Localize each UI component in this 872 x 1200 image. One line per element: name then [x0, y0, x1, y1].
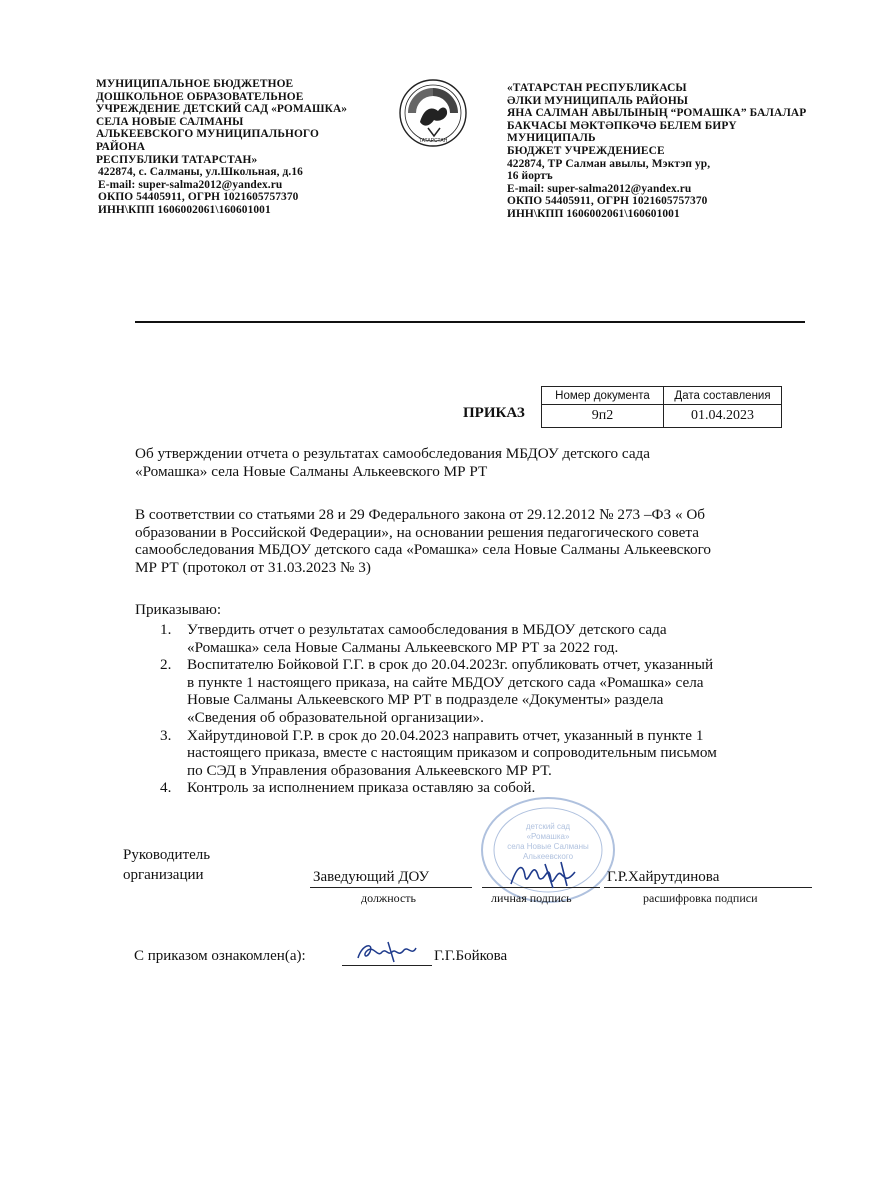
header-left-line: АЛЬКЕЕВСКОГО МУНИЦИПАЛЬНОГО — [96, 128, 319, 141]
preamble-line: самообследования МБДОУ детского сада «Ромашка» села Новые Салманы Алькеевского — [135, 541, 712, 559]
header-left-line: СЕЛА НОВЫЕ САЛМАНЫ — [96, 115, 244, 128]
subject-line: «Ромашка» села Новые Салманы Алькеевского МР РТ — [135, 462, 488, 480]
header-right-line: ОКПО 54405911, ОГРН 1021605757370 — [507, 195, 708, 208]
list-item-line: Утвердить отчет о результатах самообследования в МБДОУ детского сада — [187, 621, 667, 638]
header-left-block — [96, 78, 347, 217]
head-label-line: Руководитель — [123, 847, 211, 863]
header-left-line: 422874, с. Салманы, ул.Школьная, д.16 — [98, 166, 303, 179]
caption-signature: личная подпись — [491, 891, 572, 905]
caption-position: должность — [361, 891, 416, 905]
signer-position: Заведующий ДОУ — [313, 869, 430, 885]
acknowledgement-label: С приказом ознакомлен(а): — [134, 948, 306, 964]
stamp-line: детский сад — [525, 822, 571, 831]
date-value: 01.04.2023 — [664, 405, 782, 428]
header-right-line: ИНН\КПП 1606002061\160601001 — [507, 207, 680, 220]
list-item-line: в пункте 1 настоящего приказа, на сайте МБДОУ детского сада «Ромашка» села — [187, 673, 704, 691]
order-subject — [135, 445, 815, 480]
date-label: Дата составления — [664, 387, 782, 405]
header-divider — [135, 321, 805, 323]
head-label — [123, 845, 210, 885]
order-word: Приказываю: — [135, 601, 222, 618]
list-item-number: 1. — [160, 621, 172, 638]
header-left-line: ДОШКОЛЬНОЕ ОБРАЗОВАТЕЛЬНОЕ — [96, 90, 304, 103]
list-item — [135, 779, 815, 797]
header-right-line: ӘЛКИ МУНИЦИПАЛЬ РАЙОНЫ — [507, 94, 689, 107]
list-item-line: Новые Салманы Алькеевского МР РТ в подразделе «Документы» раздела — [187, 691, 664, 709]
header-right-line: ЯНА САЛМАН АВЫЛЫНЫҢ “РОМАШКА” БАЛАЛАР — [507, 107, 807, 120]
order-preamble — [135, 506, 815, 576]
list-item-line: Хайрутдиновой Г.Р. в срок до 20.04.2023 направить отчет, указанный в пункте 1 — [187, 726, 704, 744]
header-left-line: ОКПО 54405911, ОГРН 1021605757370 — [98, 191, 299, 204]
list-item-number: 3. — [160, 726, 172, 744]
list-item-number: 4. — [160, 779, 172, 797]
head-signature-icon — [505, 856, 600, 892]
header-left-line: РАЙОНА — [96, 140, 146, 153]
list-item-line: «Сведения об образовательной организации». — [187, 708, 484, 726]
list-item — [135, 656, 815, 726]
header-right-line: «ТАТАРСТАН РЕСПУБЛИКАСЫ — [507, 82, 687, 94]
header-left-line: УЧРЕЖДЕНИЕ ДЕТСКИЙ САД «РОМАШКА» — [96, 103, 348, 116]
order-items-list — [135, 621, 815, 797]
list-item-line: «Ромашка» села Новые Салманы Алькеевского МР РТ за 2022 год. — [187, 638, 619, 656]
tatarstan-emblem-icon — [398, 78, 468, 148]
doc-number-label: Номер документа — [542, 387, 664, 405]
stamp-line: Алькеевского — [522, 852, 574, 861]
signer-name: Г.Р.Хайрутдинова — [607, 869, 720, 885]
acknowledgement-signature-icon — [352, 936, 422, 968]
list-item-line: Контроль за исполнением приказа оставляю за собой. — [187, 779, 536, 797]
header-right-line: 422874, ТР Салман авылы, Мэктэп ур, — [507, 157, 711, 170]
doc-number-value: 9п2 — [542, 405, 664, 428]
document-meta-table — [541, 386, 782, 428]
position-underline — [310, 887, 472, 888]
header-right-line: БАКЧАСЫ МӘКТӘПКӘЧӘ БЕЛЕМ БИРҮ — [507, 119, 737, 132]
preamble-line: образовании в Российской Федерации», на основании решения педагогического совета — [135, 523, 699, 541]
name-underline — [604, 887, 812, 888]
preamble-line: МР РТ (протокол от 31.03.2023 № 3) — [135, 558, 371, 576]
subject-line: Об утверждении отчета о результатах самообследования МБДОУ детского сада — [135, 445, 651, 462]
head-label-line: организации — [123, 867, 204, 883]
caption-decoding: расшифровка подписи — [643, 891, 758, 905]
list-item — [135, 727, 815, 780]
preamble-line: В соответствии со статьями 28 и 29 Федерального закона от 29.12.2012 № 273 –ФЗ « Об — [135, 506, 706, 523]
stamp-line: села Новые Салманы — [507, 842, 589, 851]
header-right-line: МУНИЦИПАЛЬ — [507, 132, 596, 145]
list-item-line: настоящего приказа, вместе с настоящим приказом и сопроводительным письмом — [187, 744, 717, 762]
document-title: ПРИКАЗ — [463, 405, 525, 421]
stamp-line: «Ромашка» — [526, 832, 570, 841]
header-right-line: БЮДЖЕТ УЧРЕЖДЕНИЕСЕ — [507, 144, 665, 157]
list-item-number: 2. — [160, 656, 172, 674]
header-right-line: 16 йортъ — [507, 170, 553, 183]
header-left-line: РЕСПУБЛИКИ ТАТАРСТАН» — [96, 153, 258, 166]
acknowledged-name: Г.Г.Бойкова — [434, 948, 508, 964]
header-right-line: E-mail: super-salma2012@yandex.ru — [507, 182, 692, 195]
header-left-line: ИНН\КПП 1606002061\160601001 — [98, 203, 271, 216]
list-item-line: Воспитателю Бойковой Г.Г. в срок до 20.04.2023г. опубликовать отчет, указанный — [187, 656, 714, 674]
emblem-text: ТАТАРСТАН — [418, 138, 448, 144]
header-right-block — [507, 82, 806, 221]
list-item — [135, 621, 815, 656]
header-left-line: E-mail: super-salma2012@yandex.ru — [98, 178, 283, 191]
header-left-line: МУНИЦИПАЛЬНОЕ БЮДЖЕТНОЕ — [96, 78, 294, 90]
list-item-line: по СЭД в Управления образования Алькеевского МР РТ. — [187, 761, 552, 779]
